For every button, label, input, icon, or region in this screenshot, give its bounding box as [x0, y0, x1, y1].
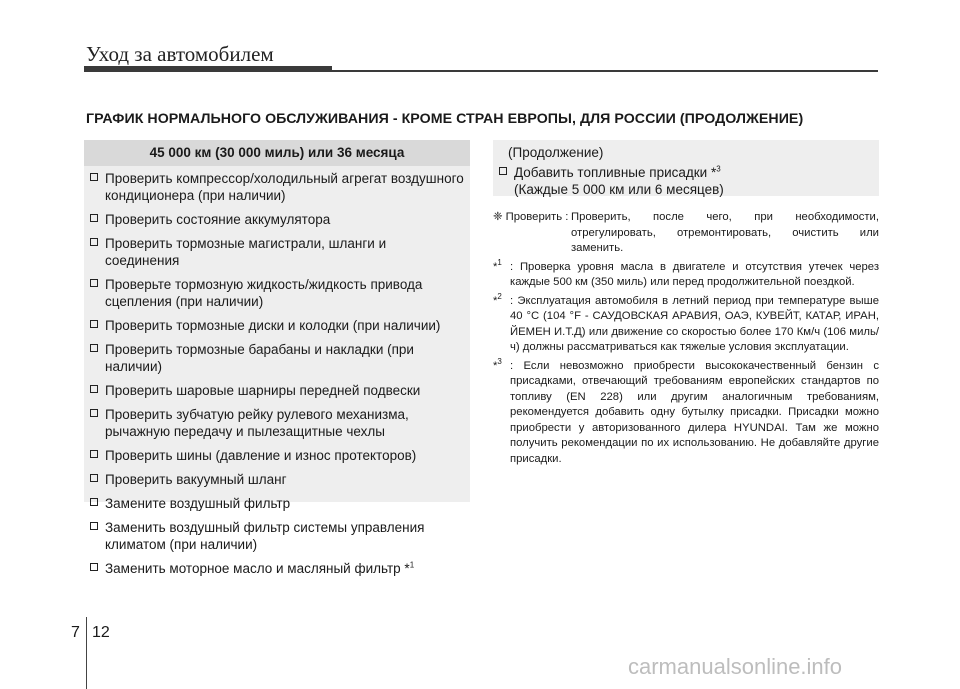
asterisk: * — [493, 294, 498, 307]
note-mark: ❈ Проверить : — [493, 211, 569, 223]
checkbox-icon — [90, 450, 98, 458]
item-text: Проверить зубчатую рейку рулевого механизма, рычажную передачу и пылезащитные чехлы — [105, 407, 409, 439]
note-text: : Если невозможно приобрести высококачественный бензин с присадками, отвечающий требованиям европейских стандартов по топливу (EN 228) или другим аналогичным требованиям, рекомендуется добавить одну бутылку присадки. Присадки можно приобрести у авторизованного дилера HYUNDAI. Там же можно получить рекомендации по их использованию. Не добавляйте другие присадки. — [510, 359, 879, 465]
section-heading: ГРАФИК НОРМАЛЬНОГО ОБСЛУЖИВАНИЯ - КРОМЕ СТРАН ЕВРОПЫ, ДЛЯ РОССИИ (ПРОДОЛЖЕНИЕ) — [86, 111, 804, 127]
maintenance-item — [84, 382, 470, 399]
item-subtext: (Каждые 5 000 км или 6 месяцев) — [514, 182, 724, 197]
maintenance-item — [84, 211, 470, 228]
note-text: : Эксплуатация автомобиля в летний период при температуре выше 40 °C (104 °F - САУДОВСКАЯ АРАВИЯ, ОАЭ, КУВЕЙТ, КАТАР, ИРАН, ЙЕМЕН И.Т.Д) или движение со скоростью более 170 Км/ч (106 миль/ч) должны рассматриваться как тяжелые условия эксплуатации. — [510, 294, 879, 353]
item-text: Проверить компрессор/холодильный агрегат воздушного кондиционера (при наличии) — [105, 171, 464, 203]
maintenance-item — [84, 406, 470, 440]
continued-label: (Продолжение) — [508, 145, 604, 160]
footnote-ref: 3 — [716, 164, 721, 174]
checkbox-icon — [90, 214, 98, 222]
checkbox-icon — [499, 167, 507, 175]
note-mark — [493, 291, 502, 310]
checkbox-icon — [90, 279, 98, 287]
item-text: Проверьте тормозную жидкость/жидкость привода сцепления (при наличии) — [105, 277, 423, 309]
maintenance-item — [84, 447, 470, 464]
checkbox-icon — [90, 563, 98, 571]
maintenance-item — [84, 170, 470, 204]
item-text: Проверить шаровые шарниры передней подвески — [105, 383, 421, 398]
page-number: 12 — [92, 624, 110, 641]
maintenance-item-list — [84, 166, 470, 577]
chapter-number: 7 — [71, 624, 80, 641]
checkbox-icon — [90, 320, 98, 328]
chapter-title: Уход за автомобилем — [86, 42, 274, 66]
note-mark — [493, 257, 502, 276]
item-text: Добавить топливные присадки * — [514, 165, 717, 180]
maintenance-item-list — [493, 161, 879, 198]
maintenance-item — [84, 235, 470, 269]
asterisk: * — [493, 359, 498, 372]
checkbox-icon — [90, 238, 98, 246]
note-footnote-1 — [493, 257, 879, 291]
footnote-number: 2 — [497, 291, 502, 301]
maintenance-table-right — [493, 140, 879, 196]
footnote-ref: 1 — [409, 560, 415, 570]
item-text: Проверить тормозные магистрали, шланги и соединения — [105, 236, 387, 268]
checkbox-icon — [90, 409, 98, 417]
checkbox-icon — [90, 344, 98, 352]
header-rule-thin — [332, 70, 878, 72]
table-header: 45 000 км (30 000 миль) или 36 месяца — [84, 140, 470, 166]
maintenance-item — [84, 560, 470, 577]
maintenance-item — [84, 519, 470, 553]
footnote-number: 1 — [497, 257, 502, 267]
note-text: : Проверка уровня масла в двигателе и отсутствия утечек через каждые 500 км (350 миль) или перед продолжительной поездкой. — [510, 260, 879, 288]
checkbox-icon — [90, 474, 98, 482]
note-footnote-2 — [493, 291, 879, 356]
checkbox-icon — [90, 173, 98, 181]
note-check — [493, 210, 879, 257]
maintenance-item — [84, 317, 470, 334]
maintenance-item — [84, 471, 470, 488]
asterisk: * — [493, 260, 498, 273]
item-text: Проверить тормозные барабаны и накладки (при наличии) — [105, 342, 414, 374]
maintenance-item — [84, 276, 470, 310]
item-text: Замените воздушный фильтр — [105, 496, 291, 511]
page-number-divider — [86, 617, 87, 689]
item-text: Проверить тормозные диски и колодки (при наличии) — [105, 318, 441, 333]
checkbox-icon — [90, 522, 98, 530]
note-footnote-3 — [493, 356, 879, 468]
header-rule-dark — [84, 66, 332, 72]
footnote-number: 3 — [497, 356, 502, 366]
maintenance-item — [84, 341, 470, 375]
item-text: Проверить состояние аккумулятора — [105, 212, 331, 227]
item-text: Заменить моторное масло и масляный фильтр * — [105, 561, 410, 576]
item-text: Проверить шины (давление и износ протекторов) — [105, 448, 417, 463]
note-text: Проверить, после чего, при необходимости, отрегулировать, отремонтировать, очистить или заменить. — [571, 211, 879, 254]
checkbox-icon — [90, 385, 98, 393]
note-mark — [493, 356, 502, 375]
maintenance-item — [493, 164, 879, 198]
watermark: carmanualsonline.info — [628, 654, 843, 679]
footnotes — [493, 210, 879, 470]
maintenance-table-left — [84, 140, 470, 576]
item-text: Заменить воздушный фильтр системы управления климатом (при наличии) — [105, 520, 425, 552]
item-text: Проверить вакуумный шланг — [105, 472, 287, 487]
checkbox-icon — [90, 498, 98, 506]
maintenance-item — [84, 495, 470, 512]
